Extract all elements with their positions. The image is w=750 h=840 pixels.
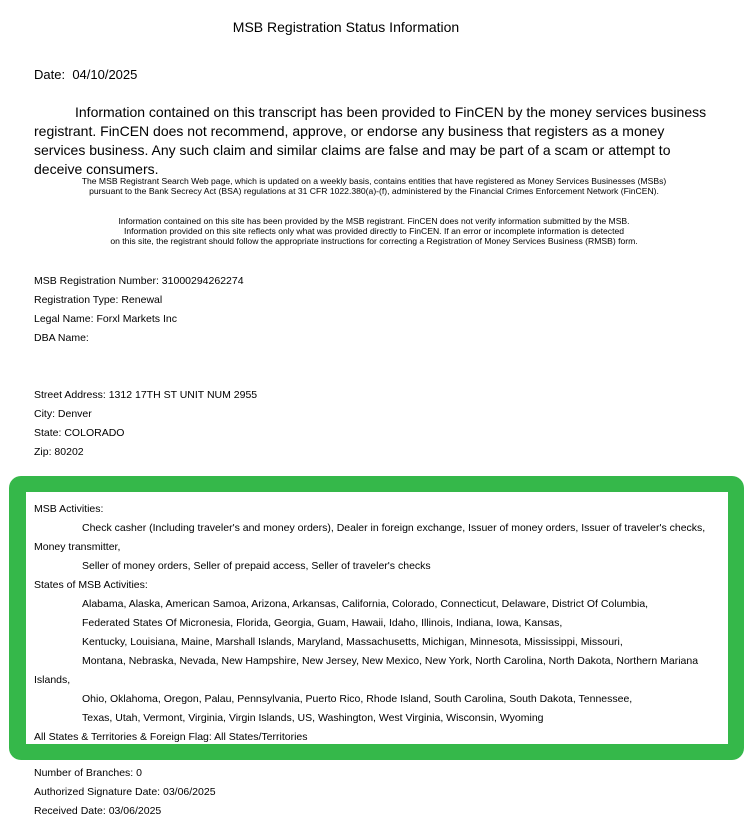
address-details <box>34 386 257 462</box>
activities-line: Check casher (Including traveler's and money orders), Dealer in foreign exchange, Issuer of money orders, Issuer of traveler's checks, <box>82 522 706 534</box>
states-line: Federated States Of Micronesia, Florida, Georgia, Guam, Hawaii, Idaho, Illinois, Indiana, Iowa, Kansas, <box>82 617 563 629</box>
disclaimer-line: Information contained on this site has been provided by the MSB registrant. FinCEN does not verify information submitted by the MSB. <box>118 216 630 226</box>
activities-heading: MSB Activities: <box>34 503 104 515</box>
disclaimer-bsa <box>40 176 708 196</box>
states-line: Montana, Nebraska, Nevada, New Hampshire, New Jersey, New Mexico, New York, North Carolina, North Dakota, Northern Mariana <box>82 655 699 667</box>
states-line: Alabama, Alaska, American Samoa, Arizona, Arkansas, California, Colorado, Connecticut, Delaware, District Of Columbia, <box>82 598 649 610</box>
disclaimer-line: pursuant to the Bank Secrecy Act (BSA) regulations at 31 CFR 1022.380(a)-(f), administered by the Financial Crimes Enforcement Network (FinCEN). <box>89 186 659 196</box>
foreign-flag: All States & Territories & Foreign Flag: All States/Territories <box>34 731 308 743</box>
registration-number: MSB Registration Number: 31000294262274 <box>34 275 244 287</box>
disclaimer-verification <box>40 216 708 246</box>
dba-name: DBA Name: <box>34 332 89 344</box>
zip: Zip: 80202 <box>34 446 84 458</box>
states-line: Texas, Utah, Vermont, Virginia, Virgin Islands, US, Washington, West Virginia, Wisconsin, Wyoming <box>82 712 544 724</box>
registration-details <box>34 272 244 348</box>
disclaimer-line: Information provided on this site reflects only what was provided directly to FinCEN. If an error or incomplete information is detected <box>123 226 625 236</box>
report-date <box>34 67 137 82</box>
date-value: 04/10/2025 <box>72 67 138 82</box>
legal-name: Legal Name: Forxl Markets Inc <box>34 313 177 325</box>
states-line: Ohio, Oklahoma, Oregon, Palau, Pennsylvania, Puerto Rico, Rhode Island, South Carolina, South Dakota, Tennessee, <box>82 693 633 705</box>
activities-content <box>34 500 722 747</box>
number-of-branches: Number of Branches: 0 <box>34 767 142 779</box>
date-label: Date: <box>34 67 66 82</box>
footer-details <box>34 764 216 821</box>
authorized-signature-date: Authorized Signature Date: 03/06/2025 <box>34 786 216 798</box>
activities-line-wrap: Money transmitter, <box>34 541 121 553</box>
city: City: Denver <box>34 408 92 420</box>
disclaimer-line: The MSB Registrant Search Web page, which is updated on a weekly basis, contains entities that have registered as Money Services Businesses (MSBs) <box>81 176 667 186</box>
disclaimer-line: on this site, the registrant should follow the appropriate instructions for correcting a Registration of Money Services Business (RMSB) form. <box>110 236 638 246</box>
activities-panel <box>26 492 728 744</box>
page-title: MSB Registration Status Information <box>232 19 460 35</box>
state: State: COLORADO <box>34 427 125 439</box>
registration-type: Registration Type: Renewal <box>34 294 163 306</box>
received-date: Received Date: 03/06/2025 <box>34 805 162 817</box>
street-address: Street Address: 1312 17TH ST UNIT NUM 2955 <box>34 389 258 401</box>
activities-line: Seller of money orders, Seller of prepaid access, Seller of traveler's checks <box>82 560 431 572</box>
states-heading: States of MSB Activities: <box>34 579 148 591</box>
intro-paragraph: Information contained on this transcript has been provided to FinCEN by the money services business registrant. FinCEN does not recommend, approve, or endorse any business that registers as a money services business. Any such claim and similar claims are false and may be part of a scam or attempt to deceive consumers. <box>34 104 707 177</box>
states-line-wrap: Islands, <box>34 674 71 686</box>
states-line: Kentucky, Louisiana, Maine, Marshall Islands, Maryland, Massachusetts, Michigan, Minnesota, Mississippi, Missouri, <box>82 636 623 648</box>
